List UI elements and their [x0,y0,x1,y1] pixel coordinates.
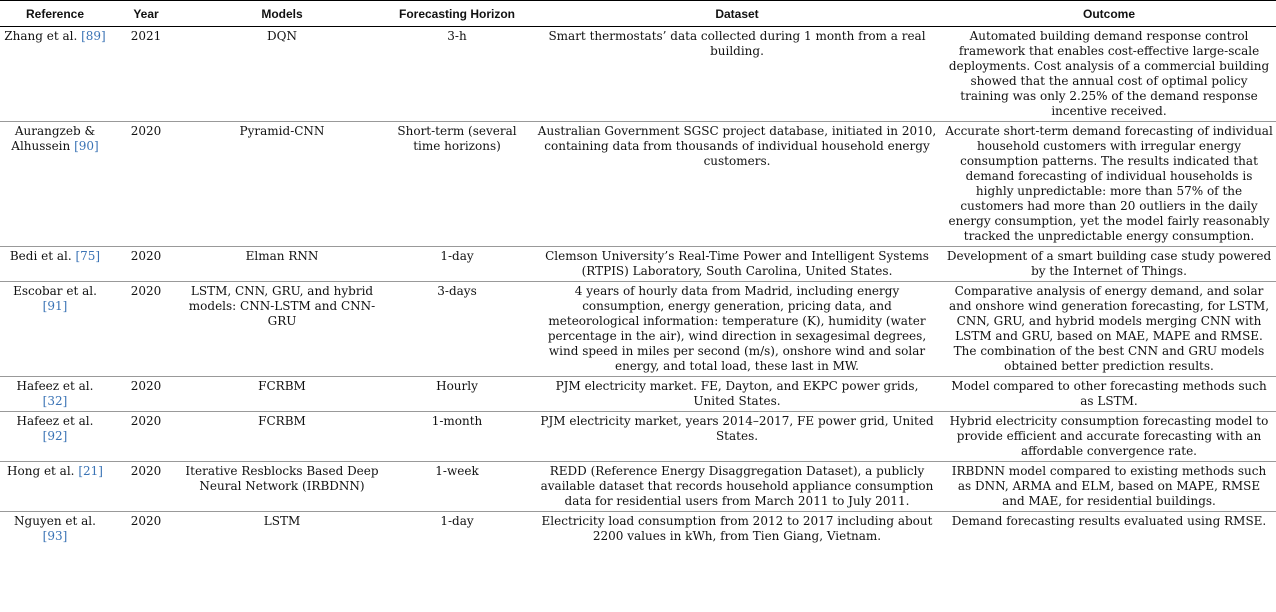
cell-year: 2020 [110,122,182,247]
header-forecasting-horizon: Forecasting Horizon [382,1,532,27]
cell-year: 2021 [110,27,182,122]
cell-horizon: Short-term (several time horizons) [382,122,532,247]
reference-author: Hafeez et al. [16,379,94,393]
cell-outcome: IRBDNN model compared to existing methods such as DNN, ARMA and ELM, based on MAPE, RMSE and MAE, for residential buildings. [942,462,1276,512]
reference-author: Hong et al. [7,464,79,478]
citation-link[interactable]: [92] [42,429,68,443]
reference-author: Nguyen et al. [14,514,96,528]
table-row [0,462,1276,512]
header-outcome: Outcome [942,1,1276,27]
cell-year: 2020 [110,462,182,512]
cell-reference [0,247,110,282]
cell-outcome: Comparative analysis of energy demand, and solar and onshore wind generation forecasting, for LSTM, CNN, GRU, and hybrid models merging CNN with LSTM and GRU, based on MAE, MAPE and RMSE. The combination of the best CNN and GRU models obtained better prediction results. [942,282,1276,377]
cell-outcome: Hybrid electricity consumption forecasting model to provide efficient and accurate forecasting with an affordable convergence rate. [942,412,1276,462]
reference-author: Escobar et al. [13,284,97,298]
reference-author: Aurangzeb & Alhussein [11,124,96,153]
cell-dataset: PJM electricity market, years 2014–2017, FE power grid, United States. [532,412,942,462]
cell-horizon: 1-month [382,412,532,462]
reference-author: Hafeez et al. [16,414,94,428]
table-row [0,512,1276,547]
cell-year: 2020 [110,282,182,377]
reference-author: Bedi et al. [9,249,76,263]
cell-horizon: Hourly [382,377,532,412]
citation-link[interactable]: [32] [42,394,68,408]
cell-models: FCRBM [182,412,382,462]
citation-link[interactable]: [89] [81,29,106,43]
cell-models: FCRBM [182,377,382,412]
cell-horizon: 3-days [382,282,532,377]
cell-models: LSTM [263,514,301,528]
header-year: Year [110,1,182,27]
citation-link[interactable]: [90] [74,139,99,153]
cell-horizon: 3-h [382,27,532,122]
cell-horizon: 1-day [440,514,474,528]
table-row [0,412,1276,462]
table-row [0,27,1276,122]
cell-year: 2020 [110,377,182,412]
cell-outcome: Demand forecasting results evaluated using RMSE. [951,514,1267,528]
cell-dataset: PJM electricity market. FE, Dayton, and EKPC power grids, United States. [532,377,942,412]
header-dataset: Dataset [532,1,942,27]
cell-outcome: Development of a smart building case study powered by the Internet of Things. [942,247,1276,282]
cell-reference [0,412,110,462]
cell-reference [0,512,110,547]
table-row [0,377,1276,412]
cell-dataset: Smart thermostats’ data collected during 1 month from a real building. [532,27,942,122]
citation-link[interactable]: [21] [78,464,103,478]
cell-year: 2020 [110,247,182,282]
cell-reference [0,122,110,247]
table-row [0,122,1276,247]
cell-dataset: REDD (Reference Energy Disaggregation Dataset), a publicly available dataset that records household appliance consumption data for residential users from March 2011 to July 2011. [532,462,942,512]
cell-outcome: Accurate short-term demand forecasting of individual household customers with irregular energy consumption patterns. The results indicated that demand forecasting of individual households is highly unpredictable: more than 57% of the customers had more than 20 outliers in the daily energy consumption, yet the model fairly reasonably tracked the unpredictable energy consumption. [942,122,1276,247]
cell-models: Elman RNN [182,247,382,282]
cell-year: 2020 [130,514,162,528]
cell-models: Iterative Resblocks Based Deep Neural Network (IRBDNN) [182,462,382,512]
cell-dataset: Clemson University’s Real-Time Power and Intelligent Systems (RTPIS) Laboratory, South Carolina, United States. [532,247,942,282]
header-reference: Reference [0,1,110,27]
cell-year: 2020 [110,412,182,462]
reference-author: Zhang et al. [4,29,82,43]
cell-horizon: 1-week [382,462,532,512]
cell-models: DQN [182,27,382,122]
cell-reference [0,377,110,412]
citation-link[interactable]: [75] [75,249,101,263]
cell-reference [0,462,110,512]
table-row [0,282,1276,377]
cell-dataset: Electricity load consumption from 2012 to 2017 including about 2200 values in kWh, from Tien Giang, Vietnam. [541,514,933,543]
cell-horizon: 1-day [382,247,532,282]
table-row [0,247,1276,282]
cell-dataset: 4 years of hourly data from Madrid, including energy consumption, energy generation, pricing data, and meteorological information: temperature (K), humidity (water percentage in the air), wind direction in sexagesimal degrees, wind speed in miles per second (m/s), onshore wind and solar energy, and total load, these last in MW. [532,282,942,377]
cell-reference [0,282,110,377]
cell-models: LSTM, CNN, GRU, and hybrid models: CNN-LSTM and CNN-GRU [182,282,382,377]
citation-link[interactable]: [93] [42,529,68,543]
cell-models: Pyramid-CNN [182,122,382,247]
cell-dataset: Australian Government SGSC project database, initiated in 2010, containing data from thousands of individual household energy customers. [532,122,942,247]
cell-outcome: Automated building demand response control framework that enables cost-effective large-scale deployments. Cost analysis of a commercial building showed that the annual cost of optimal policy training was only 2.25% of the demand response incentive received. [942,27,1276,122]
header-models: Models [182,1,382,27]
cell-outcome: Model compared to other forecasting methods such as LSTM. [942,377,1276,412]
header-row [0,1,1276,27]
cell-reference [0,27,110,122]
citation-link[interactable]: [91] [42,299,68,313]
